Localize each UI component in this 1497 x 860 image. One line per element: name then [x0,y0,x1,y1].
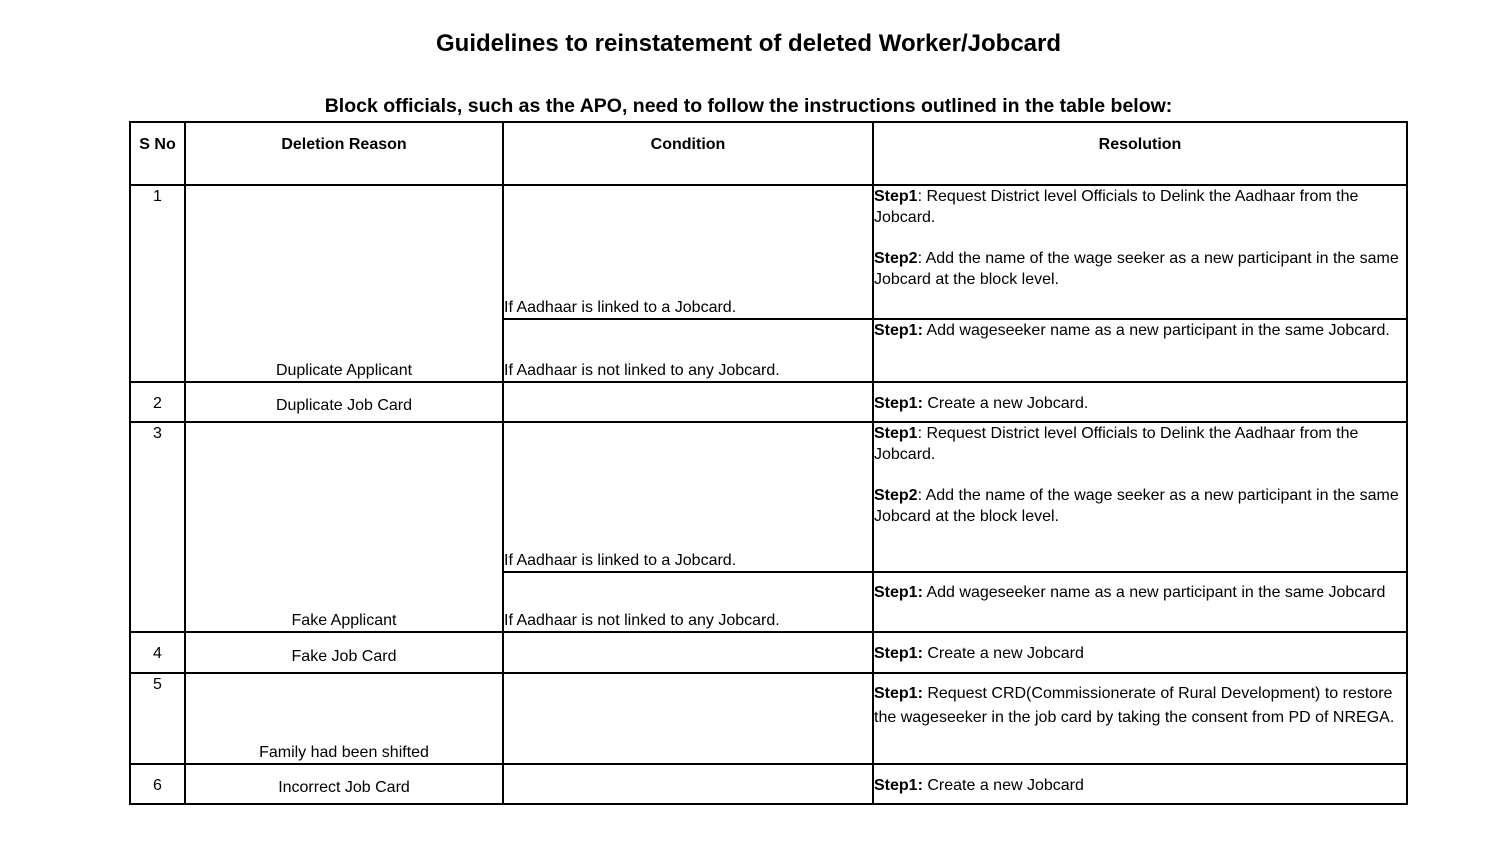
condition-cell: If Aadhaar is not linked to any Jobcard. [503,572,873,632]
step-label: Step1: [874,645,923,662]
deletion-reason-cell: Fake Job Card [185,632,503,673]
condition-cell: If Aadhaar is linked to a Jobcard. [503,185,873,319]
step-label: Step1: [874,584,923,601]
sno-cell: 3 [130,422,185,632]
table-row [130,185,1407,319]
resolution-cell [873,673,1407,764]
step-text: Add wageseeker name as a new participant in the same Jobcard [922,584,1386,601]
resolution-step [874,320,1406,341]
step-text: : Add the name of the wage seeker as a new participant in the same Jobcard at the block level. [874,487,1399,525]
resolution-cell [873,632,1407,673]
resolution-step [874,485,1406,527]
step-label: Step1: [874,777,923,794]
step-label: Step1: [874,685,923,702]
sno-cell: 2 [130,382,185,422]
table-header-row [130,122,1407,185]
deletion-reason-cell: Duplicate Job Card [185,382,503,422]
condition-cell [503,632,873,673]
resolution-cell [873,185,1407,319]
step-text: Add wageseeker name as a new participant in the same Jobcard. [922,322,1390,339]
resolution-step [874,582,1406,603]
resolution-cell [873,422,1407,572]
condition-cell [503,382,873,422]
condition-cell [503,764,873,804]
step-label: Step1 [874,425,918,442]
step-label: Step2 [874,250,918,267]
step-label: Step2 [874,487,918,504]
step-text: : Add the name of the wage seeker as a new participant in the same Jobcard at the block level. [874,250,1399,288]
condition-cell [503,673,873,764]
step-label: Step1: [874,395,923,412]
step-text: : Request District level Officials to Delink the Aadhaar from the Jobcard. [874,188,1359,226]
header-condition: Condition [503,122,873,185]
resolution-step [874,682,1406,729]
table-row [130,422,1407,572]
step-text: Create a new Jobcard [922,777,1084,794]
resolution-step [874,393,1406,414]
step-text: Request CRD(Commissionerate of Rural Development) to restore the wageseeker in the job card by taking the consent from PD of NREGA. [874,685,1395,726]
table-row [130,764,1407,804]
table-row [130,382,1407,422]
step-label: Step1: [874,322,923,339]
sno-cell: 4 [130,632,185,673]
page-subtitle: Block officials, such as the APO, need to follow the instructions outlined in the table below: [324,95,1173,117]
deletion-reason-cell: Fake Applicant [185,422,503,632]
step-text: : Request District level Officials to Delink the Aadhaar from the Jobcard. [874,425,1359,463]
header-resolution: Resolution [873,122,1407,185]
resolution-step [874,775,1406,796]
step-text: Create a new Jobcard [922,645,1084,662]
resolution-step [874,643,1406,664]
table-row [130,673,1407,764]
resolution-step [874,423,1406,465]
deletion-reason-cell: Incorrect Job Card [185,764,503,804]
deletion-reason-cell: Duplicate Applicant [185,185,503,382]
resolution-cell [873,764,1407,804]
page-title: Guidelines to reinstatement of deleted Worker/Jobcard [435,30,1062,57]
header-sno: S No [130,122,185,185]
resolution-cell [873,382,1407,422]
guidelines-table [129,121,1408,805]
header-deletion-reason: Deletion Reason [185,122,503,185]
condition-cell: If Aadhaar is linked to a Jobcard. [503,422,873,572]
step-label: Step1 [874,188,918,205]
condition-cell: If Aadhaar is not linked to any Jobcard. [503,319,873,382]
table-row [130,632,1407,673]
sno-cell: 1 [130,185,185,382]
sno-cell: 5 [130,673,185,764]
deletion-reason-cell: Family had been shifted [185,673,503,764]
sno-cell: 6 [130,764,185,804]
resolution-cell [873,572,1407,632]
resolution-cell [873,319,1407,382]
step-text: Create a new Jobcard. [922,395,1089,412]
resolution-step [874,186,1406,228]
resolution-step [874,248,1406,290]
